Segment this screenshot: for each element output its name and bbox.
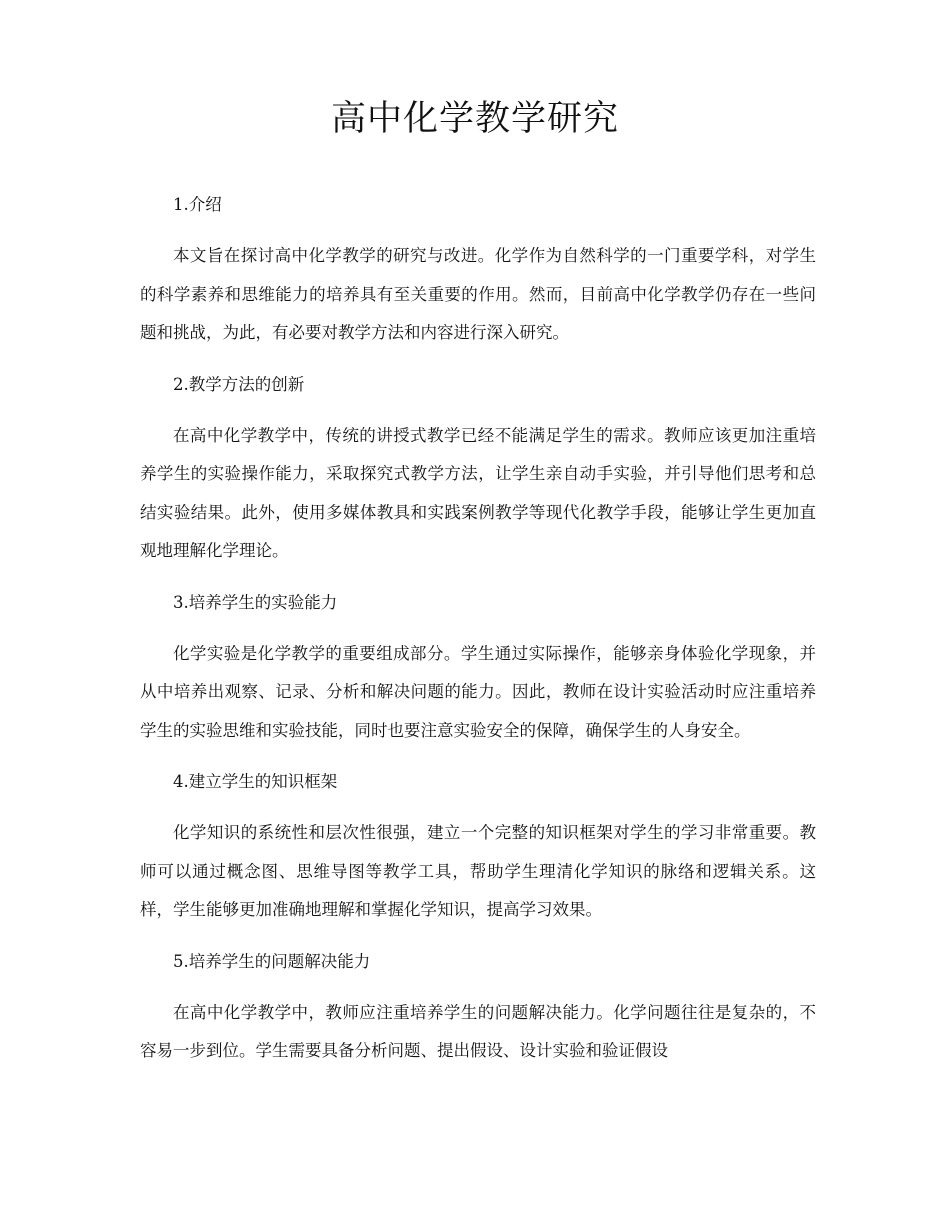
section-paragraph-knowledge-framework: 化学知识的系统性和层次性很强，建立一个完整的知识框架对学生的学习非常重要。教师可以通过概念图、思维导图等教学工具，帮助学生理清化学知识的脉络和逻辑关系。这样，学生能够更加准确地理解和掌握化学知识，提高学习效果。 [140,823,816,919]
section-heading-experiment-ability: 3.培养学生的实验能力 [173,592,338,612]
section-heading-introduction: 1.介绍 [173,195,222,214]
document-body [140,186,816,1084]
section-heading-knowledge-framework: 4.建立学生的知识框架 [173,772,338,791]
section-paragraph-introduction: 本文旨在探讨高中化学教学的研究与改进。化学作为自然科学的一门重要学科，对学生的科学素养和思维能力的培养具有至关重要的作用。然而，目前高中化学教学仍存在一些问题和挑战，为此，有必要对教学方法和内容进行深入研究。 [140,246,816,342]
document-title: 高中化学教学研究 [330,99,619,139]
section-paragraph-problem-solving: 在高中化学教学中，教师应注重培养学生的问题解决能力。化学问题往往是复杂的，不容易一步到位。学生需要具备分析问题、提出假设、设计实验和验证假设 [140,1002,816,1060]
section-heading-teaching-methods: 2.教学方法的创新 [173,374,305,394]
section-heading-problem-solving: 5.培养学生的问题解决能力 [173,951,371,971]
section-paragraph-teaching-methods: 在高中化学教学中，传统的讲授式教学已经不能满足学生的需求。教师应该更加注重培养学生的实验操作能力，采取探究式教学方法，让学生亲自动手实验，并引导他们思考和总结实验结果。此外，使用多媒体教具和实践案例教学等现代化教学手段，能够让学生更加直观地理解化学理论。 [140,425,816,560]
section-paragraph-experiment-ability: 化学实验是化学教学的重要组成部分。学生通过实际操作，能够亲身体验化学现象，并从中培养出观察、记录、分析和解决问题的能力。因此，教师在设计实验活动时应注重培养学生的实验思维和实验技能，同时也要注意实验安全的保障，确保学生的人身安全。 [140,643,816,740]
